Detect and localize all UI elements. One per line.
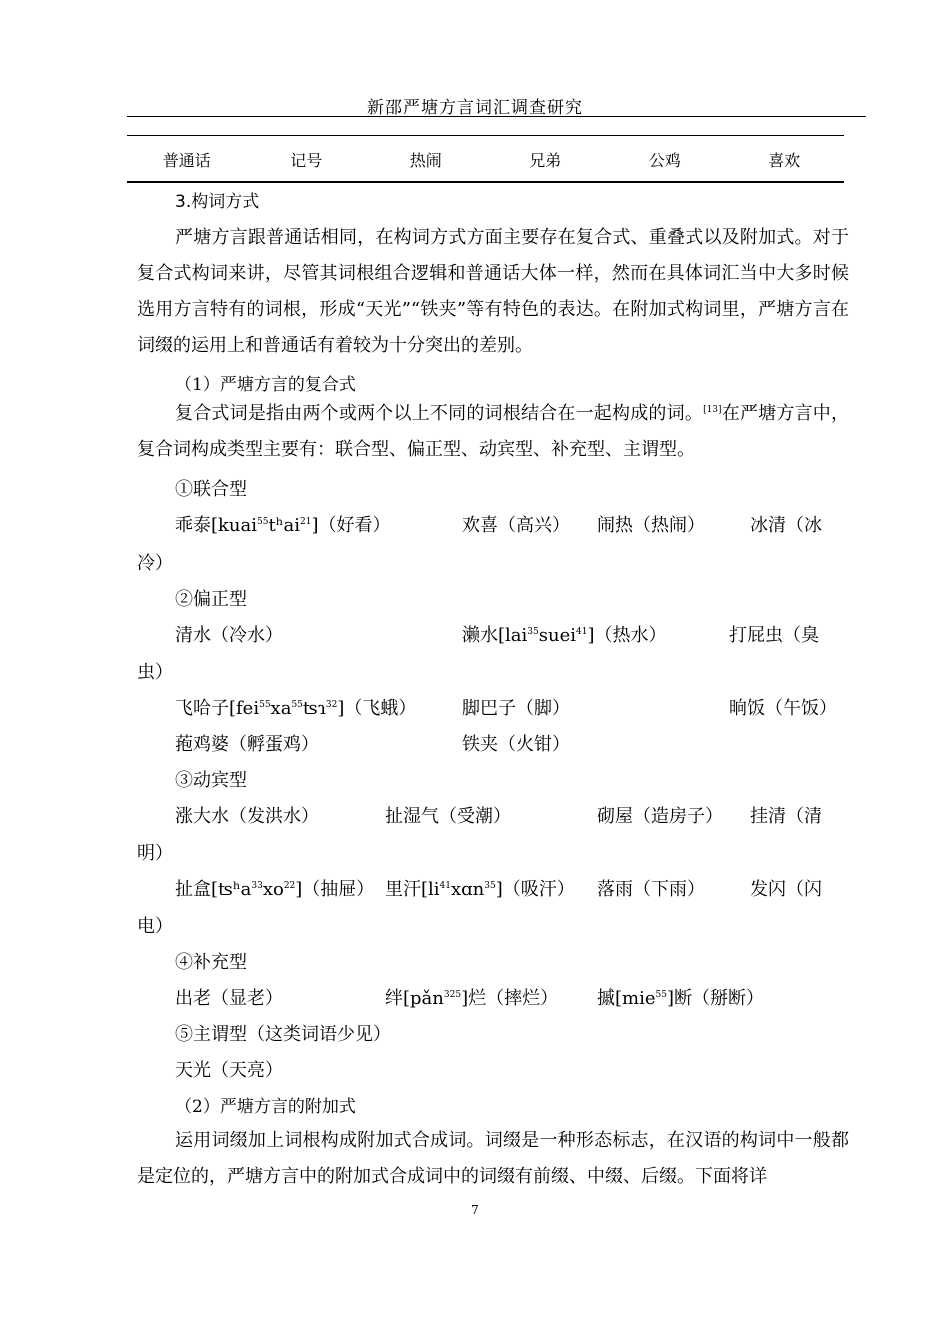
table-bottom-border: [127, 181, 844, 183]
example-entry: 发闪（闪: [750, 879, 822, 900]
type-heading: ⑤主谓型（这类词语少见）: [175, 1024, 391, 1045]
vocabulary-table-row: [127, 148, 844, 172]
table-cell: 热闹: [409, 151, 442, 170]
table-cell: 喜欢: [768, 151, 801, 170]
example-entry: 挂清（清: [750, 806, 822, 827]
example-entry: 涨大水（发洪水）: [175, 806, 319, 827]
table-top-border: [127, 135, 844, 136]
type-heading: ②偏正型: [175, 589, 247, 610]
example-entry: 乖泰[kuai$^{55}$tʰai$^{21}$]（好看）: [175, 515, 391, 536]
intro-paragraph: 严塘方言跟普通话相同，在构词方式方面主要存在复合式、重叠式以及附加式。对于复合式构词来讲，尽管其词根组合逻辑和普通话大体一样，然而在具体词汇当中大多时候选用方言特有的词根，形成“天光”“铁夹”等有特色的表达。在附加式构词里，严塘方言在词缀的运用上和普通话有着较为十分突出的差别。: [137, 227, 849, 356]
example-entry: 扯湿气（受潮）: [385, 806, 511, 827]
example-entry: 铁夹（火钳）: [462, 734, 570, 755]
example-entry: 出老（显老）: [175, 988, 283, 1009]
example-entry: 扯盒$[ʦʰa^{33}xo^{22}]$（抽屉）: [175, 879, 375, 900]
example-entry-continuation: 电）: [137, 916, 173, 937]
subsection-title: （1）严塘方言的复合式: [175, 375, 356, 395]
citation-ref: [13]: [703, 405, 722, 415]
type-heading: ④补充型: [175, 952, 247, 973]
compound-intro-paragraph: 复合式词是指由两个或两个以上不同的词根结合在一起构成的词。[13]在严塘方言中，复合词构成类型主要有：联合型、偏正型、动宾型、补充型、主谓型。: [137, 403, 850, 460]
example-entry-continuation: 冷）: [137, 553, 173, 574]
example-entry: 晌饭（午饭）: [729, 698, 837, 719]
example-entry: 清水（冷水）: [175, 625, 283, 646]
example-entry: 冰清（冰: [750, 515, 822, 536]
example-entry: 飞哈子$[fei^{55}xa^{55}ʦɿ^{32}]$（飞蛾）: [175, 698, 417, 719]
example-entry: 绊[pǎn$^{325}$]烂（摔烂）: [385, 988, 559, 1009]
example-entry: 落雨（下雨）: [597, 879, 705, 900]
table-cell: 普通话: [162, 151, 211, 170]
example-entry: 里汗$[li^{41}xɑn^{35}]$（吸汗）: [385, 879, 575, 900]
table-cell: 兄弟: [529, 151, 562, 170]
example-entry: 脚巴子（脚）: [462, 698, 570, 719]
section-heading: 3.构词方式: [175, 192, 260, 212]
example-entry: 摵[mie$^{55}$]断（掰断）: [597, 988, 764, 1009]
affix-paragraph: 运用词缀加上词根构成附加式合成词。词缀是一种形态标志，在汉语的构词中一般都是定位的，严塘方言中的附加式合成词中的词缀有前缀、中缀、后缀。下面将详: [137, 1130, 849, 1187]
subsection-title: （2）严塘方言的附加式: [175, 1097, 356, 1117]
example-entry: 濑水[lai$^{35}$suei$^{41}$]（热水）: [462, 625, 667, 646]
example-entry: 砌屋（造房子）: [597, 806, 723, 827]
example-entry-continuation: 明）: [137, 843, 173, 864]
example-entry: 欢喜（高兴）: [462, 515, 570, 536]
type-heading: ③动宾型: [175, 770, 247, 791]
table-cell: 公鸡: [648, 151, 681, 170]
example-entry: 闹热（热闹）: [597, 515, 705, 536]
example-entry: 天光（天亮）: [175, 1060, 283, 1081]
table-cell: 记号: [290, 151, 323, 170]
example-entry-continuation: 虫）: [137, 662, 173, 683]
example-entry: 菢鸡婆（孵蛋鸡）: [175, 734, 319, 755]
example-entry: 打屁虫（臭: [729, 625, 819, 646]
header-divider: [127, 116, 866, 117]
page-number: 7: [471, 1203, 479, 1217]
type-heading: ①联合型: [175, 479, 247, 500]
running-header-title: 新邵严塘方言词汇调查研究: [367, 98, 583, 118]
